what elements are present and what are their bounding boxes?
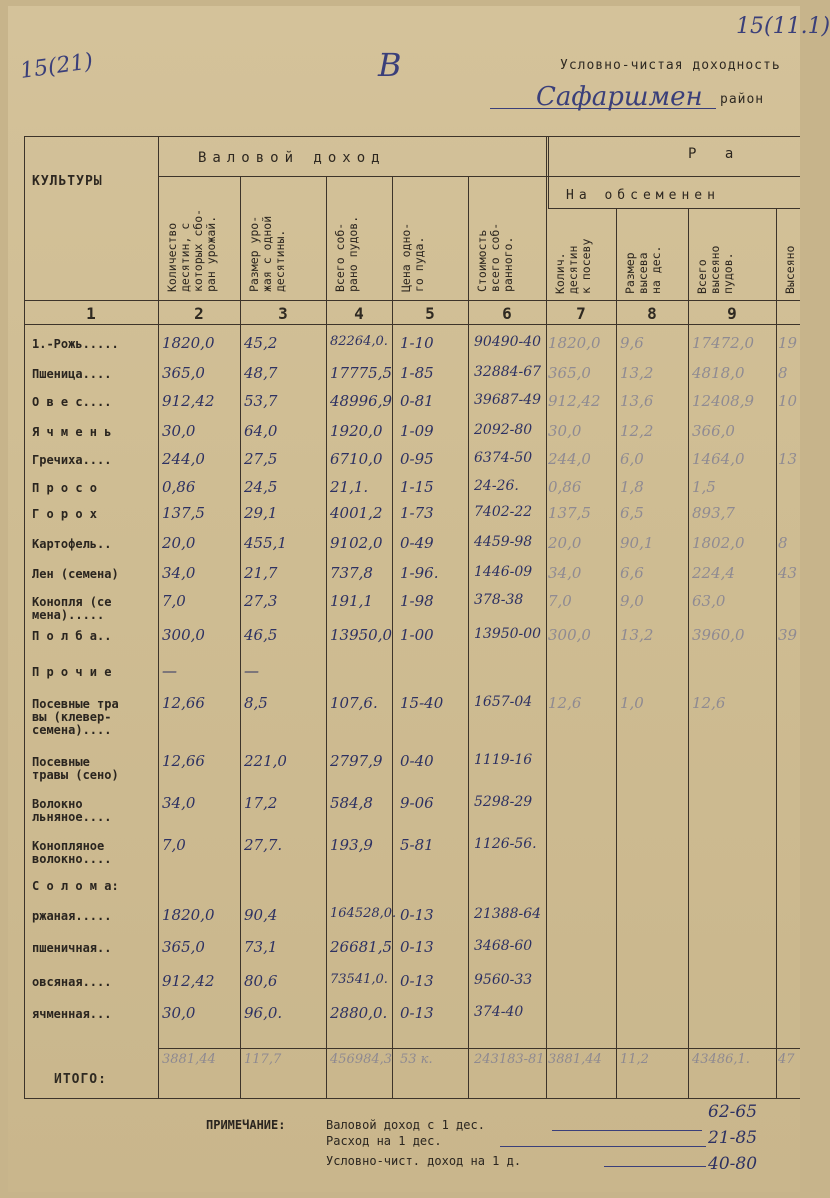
table-cell: 0-13 [400, 1004, 434, 1022]
table-cell: 3960,0 [692, 626, 745, 644]
table-cell: 1820,0 [162, 906, 215, 924]
column-rule [776, 208, 777, 1098]
row-label: пшеничная.. [32, 941, 112, 955]
row-label: Гречиха.... [32, 453, 112, 467]
table-cell: 90,1 [620, 534, 654, 552]
note-heading: ПРИМЕЧАНИЕ: [206, 1118, 286, 1132]
column-number-3: 3 [278, 304, 288, 323]
rule-header-bottom [24, 300, 800, 301]
table-cell: 8,5 [244, 694, 268, 712]
table-cell: 82264,0. [330, 334, 388, 349]
table-cell: 27,7. [244, 836, 283, 854]
table-cell: 6374-50 [474, 450, 533, 466]
table-cell: 4001,2 [330, 504, 383, 522]
table-cell: 30,0 [548, 422, 582, 440]
table-cell: 5298-29 [474, 794, 533, 810]
note-line-2 [500, 1146, 706, 1147]
table-cell: 893,7 [692, 504, 735, 522]
column-header-8: Размер высева на дес. [623, 245, 663, 294]
row-label: Лен (семена) [32, 567, 119, 581]
row-label: О в е с.... [32, 395, 112, 409]
column-rule [24, 136, 25, 1098]
header-expense: Р а [688, 146, 744, 162]
column-rule [468, 176, 469, 1098]
table-cell: 34,0 [162, 794, 196, 812]
table-cell: 20,0 [162, 534, 196, 552]
table-cell: 1,5 [692, 478, 716, 496]
column-header-4: Всего соб- рано пудов. [333, 215, 360, 292]
table-cell: 107,6. [330, 694, 378, 712]
rule-gross-income [158, 176, 548, 177]
row-label: П р о с о [32, 481, 98, 495]
table-cell: 17,2 [244, 794, 278, 812]
table-cell: 64,0 [244, 422, 278, 440]
rule-sowing [548, 208, 800, 209]
table-cell: 46,5 [244, 626, 278, 644]
table-cell: 53,7 [244, 392, 278, 410]
note-net-income: Условно-чист. доход на 1 д. [326, 1154, 522, 1168]
table-cell: 244,0 [162, 450, 205, 468]
table-cell: 15-40 [400, 694, 444, 712]
table-cell: 9102,0 [330, 534, 383, 552]
table-cell: 137,5 [162, 504, 205, 522]
table-cell: 1820,0 [162, 334, 215, 352]
table-cell: 17775,5 [330, 364, 393, 382]
rule-top [24, 136, 800, 137]
table-cell: 137,5 [548, 504, 591, 522]
rule-bottom [24, 1098, 800, 1099]
table-cell: — [244, 662, 259, 680]
table-cell: 43 [778, 564, 798, 582]
table-cell: 8 [778, 364, 788, 382]
table-cell: 7,0 [548, 592, 572, 610]
row-label: ячменная... [32, 1007, 112, 1021]
column-header-6: Стоимость всего соб- ранного. [475, 222, 515, 292]
column-rule [240, 176, 241, 1098]
table-cell: 80,6 [244, 972, 278, 990]
column-header-9: Всего высеяно пудов. [695, 245, 735, 294]
district-name: Сафаршмен [536, 82, 703, 112]
table-cell: 12,6 [692, 694, 726, 712]
column-number-5: 5 [425, 304, 435, 323]
table-cell: 1657-04 [474, 694, 533, 710]
column-rule [158, 136, 159, 176]
table-cell: 8 [778, 534, 788, 552]
column-header-7: Колич. десятин к посеву [553, 238, 593, 294]
table-cell: 30,0 [162, 1004, 196, 1022]
column-number-2: 2 [194, 304, 204, 323]
table-cell: 365,0 [548, 364, 591, 382]
table-cell: 26681,5 [330, 938, 393, 956]
table-cell: — [162, 662, 177, 680]
table-cell: 96,0. [244, 1004, 283, 1022]
table-cell: 39 [778, 626, 798, 644]
table-cell: 191,1 [330, 592, 373, 610]
district-suffix: район [720, 92, 765, 107]
row-label: ржаная..... [32, 909, 112, 923]
note-value-net: 40-80 [708, 1154, 758, 1174]
table-cell: 21388-64 [474, 906, 542, 922]
table-cell: 17472,0 [692, 334, 755, 352]
table-cell: 1-96. [400, 564, 439, 582]
table-cell: 244,0 [548, 450, 591, 468]
table-cell: 6,6 [620, 564, 644, 582]
column-number-1: 1 [86, 304, 96, 323]
table-cell: 12,6 [548, 694, 582, 712]
table-cell: 10 [778, 392, 798, 410]
table-cell: 73,1 [244, 938, 278, 956]
table-cell: 300,0 [548, 626, 591, 644]
table-cell: 737,8 [330, 564, 373, 582]
total-cell: 3881,44 [162, 1052, 216, 1067]
table-cell: 32884-67 [474, 364, 542, 380]
table-cell: 1-98 [400, 592, 434, 610]
column-header-5: Цена одно- го пуда. [399, 222, 426, 292]
table-cell: 1920,0 [330, 422, 383, 440]
column-number-6: 6 [502, 304, 512, 323]
table-cell: 164528,0. [330, 906, 397, 921]
table-cell: 0-13 [400, 938, 434, 956]
table-cell: 39687-49 [474, 392, 542, 408]
table-cell: 6710,0 [330, 450, 383, 468]
table-cell: 7,0 [162, 592, 186, 610]
table-cell: 1-00 [400, 626, 434, 644]
table-cell: 12408,9 [692, 392, 755, 410]
table-cell: 90490-40 [474, 334, 542, 350]
column-header-2: Количество десятин, с которых сбо- ран урожай. [165, 208, 218, 292]
table-cell: 21,7 [244, 564, 278, 582]
table-cell: 455,1 [244, 534, 287, 552]
table-cell: 300,0 [162, 626, 205, 644]
column-rule [546, 136, 547, 1098]
row-label: Посевные травы (сено) [32, 755, 119, 782]
total-cell: 43486,1. [692, 1052, 750, 1067]
table-cell: 12,2 [620, 422, 654, 440]
table-cell: 584,8 [330, 794, 373, 812]
table-cell: 13 [778, 450, 798, 468]
document-page [8, 6, 830, 1192]
table-cell: 0-95 [400, 450, 434, 468]
table-cell: 1-15 [400, 478, 434, 496]
table-cell: 13,2 [620, 626, 654, 644]
column-number-9: 9 [727, 304, 737, 323]
table-cell: 912,42 [162, 972, 215, 990]
table-cell: 0-81 [400, 392, 434, 410]
row-label: Конопля (се мена)..... [32, 595, 112, 622]
table-cell: 48996,9 [330, 392, 393, 410]
table-cell: 1119-16 [474, 752, 533, 768]
table-cell: 1-09 [400, 422, 434, 440]
table-cell: 365,0 [162, 364, 205, 382]
table-cell: 27,5 [244, 450, 278, 468]
document-title: Условно-чистая доходность [560, 58, 781, 73]
table-cell: 13,6 [620, 392, 654, 410]
table-cell: 7,0 [162, 836, 186, 854]
table-cell: 90,4 [244, 906, 278, 924]
table-cell: 48,7 [244, 364, 278, 382]
table-cell: 9560-33 [474, 972, 533, 988]
table-cell: 20,0 [548, 534, 582, 552]
table-cell: 19 [778, 334, 798, 352]
table-cell: 45,2 [244, 334, 278, 352]
table-cell: 34,0 [548, 564, 582, 582]
row-label: 1.-Рожь..... [32, 337, 119, 351]
table-cell: 1126-56. [474, 836, 537, 852]
table-cell: 21,1. [330, 478, 369, 496]
total-cell: 243183-81 [474, 1052, 545, 1067]
table-cell: 27,3 [244, 592, 278, 610]
table-cell: 3468-60 [474, 938, 533, 954]
table-cell: 0-13 [400, 972, 434, 990]
table-cell: 0-13 [400, 906, 434, 924]
row-label: Картофель.. [32, 537, 112, 551]
total-cell: 11,2 [620, 1052, 649, 1067]
table-cell: 13950-00 [474, 626, 542, 642]
header-cultures: КУЛЬТУРЫ [32, 174, 103, 189]
row-label: Г о р о х [32, 507, 98, 521]
table-cell: 0,86 [162, 478, 196, 496]
archive-number-right: 15(11.1) [736, 14, 830, 39]
column-header-3: Размер уро- жая с одной десятины. [247, 215, 287, 292]
table-cell: 1,8 [620, 478, 644, 496]
note-value-gross: 62-65 [708, 1102, 758, 1122]
note-line-1 [552, 1130, 702, 1131]
total-cell: 3881,44 [548, 1052, 602, 1067]
column-header-extra: Высеяно [783, 245, 797, 294]
table-cell: 34,0 [162, 564, 196, 582]
table-cell: 2092-80 [474, 422, 533, 438]
table-cell: 12,66 [162, 752, 205, 770]
table-cell: 0-49 [400, 534, 434, 552]
note-line-3 [604, 1166, 706, 1167]
table-cell: 912,42 [162, 392, 215, 410]
total-cell: 456984,3 [330, 1052, 393, 1067]
table-cell: 7402-22 [474, 504, 533, 520]
header-sowing: На обсеменен [566, 188, 720, 203]
table-cell: 1,0 [620, 694, 644, 712]
table-cell: 378-38 [474, 592, 524, 608]
table-cell: 1802,0 [692, 534, 745, 552]
table-cell: 193,9 [330, 836, 373, 854]
handwritten-mark: B [378, 46, 402, 84]
table-cell: 4818,0 [692, 364, 745, 382]
total-cell: 117,7 [244, 1052, 282, 1067]
table-cell: 63,0 [692, 592, 726, 610]
row-label: овсяная.... [32, 975, 112, 989]
table-cell: 73541,0. [330, 972, 388, 987]
table-cell: 1-85 [400, 364, 434, 382]
table-cell: 365,0 [162, 938, 205, 956]
table-cell: 912,42 [548, 392, 601, 410]
archive-number-left: 15(21) [18, 49, 95, 84]
row-label: П р о ч и е [32, 665, 112, 679]
column-number-8: 8 [647, 304, 657, 323]
rule-expense [548, 176, 800, 177]
row-label: Я ч м е н ь [32, 425, 112, 439]
table-cell: 4459-98 [474, 534, 533, 550]
total-cell: 53 к. [400, 1052, 433, 1067]
table-cell: 1-73 [400, 504, 434, 522]
table-cell: 29,1 [244, 504, 278, 522]
note-value-expense: 21-85 [708, 1128, 758, 1148]
header-gross-income: Валовой доход [198, 150, 386, 166]
table-cell: 9,6 [620, 334, 644, 352]
table-cell: 374-40 [474, 1004, 524, 1020]
table-cell: 30,0 [162, 422, 196, 440]
total-label: ИТОГО: [54, 1072, 107, 1087]
row-label: П о л б а.. [32, 629, 112, 643]
table-cell: 366,0 [692, 422, 735, 440]
column-rule [688, 208, 689, 1098]
row-label: С о л о м а: [32, 879, 119, 893]
table-cell: 0-40 [400, 752, 434, 770]
row-label: Конопляное волокно.... [32, 839, 112, 866]
column-rule [326, 176, 327, 1098]
table-cell: 6,5 [620, 504, 644, 522]
table-cell: 9,0 [620, 592, 644, 610]
column-rule [616, 208, 617, 1098]
table-cell: 221,0 [244, 752, 287, 770]
table-cell: 1820,0 [548, 334, 601, 352]
total-cell: 47 [778, 1052, 795, 1067]
table-cell: 2797,9 [330, 752, 383, 770]
table-cell: 1464,0 [692, 450, 745, 468]
table-cell: 13950,0 [330, 626, 393, 644]
note-gross-income: Валовой доход с 1 дес. [326, 1118, 485, 1132]
table-cell: 24-26. [474, 478, 519, 494]
table-cell: 0,86 [548, 478, 582, 496]
table-cell: 1-10 [400, 334, 434, 352]
table-cell: 224,4 [692, 564, 735, 582]
column-rule [392, 176, 393, 1098]
table-cell: 24,5 [244, 478, 278, 496]
table-cell: 12,66 [162, 694, 205, 712]
rule-colnums-bottom [24, 324, 800, 325]
column-number-4: 4 [354, 304, 364, 323]
district-underline [490, 108, 716, 109]
row-label: Посевные тра вы (клевер- семена).... [32, 697, 119, 737]
table-cell: 6,0 [620, 450, 644, 468]
table-cell: 5-81 [400, 836, 434, 854]
column-rule [548, 136, 549, 208]
table-cell: 2880,0. [330, 1004, 388, 1022]
row-label: Пшеница.... [32, 367, 112, 381]
row-label: Волокно льняное.... [32, 797, 112, 824]
table-cell: 13,2 [620, 364, 654, 382]
table-cell: 1446-09 [474, 564, 533, 580]
column-number-7: 7 [576, 304, 586, 323]
rule-total-top [158, 1048, 800, 1049]
table-cell: 9-06 [400, 794, 434, 812]
note-expense: Расход на 1 дес. [326, 1134, 442, 1148]
